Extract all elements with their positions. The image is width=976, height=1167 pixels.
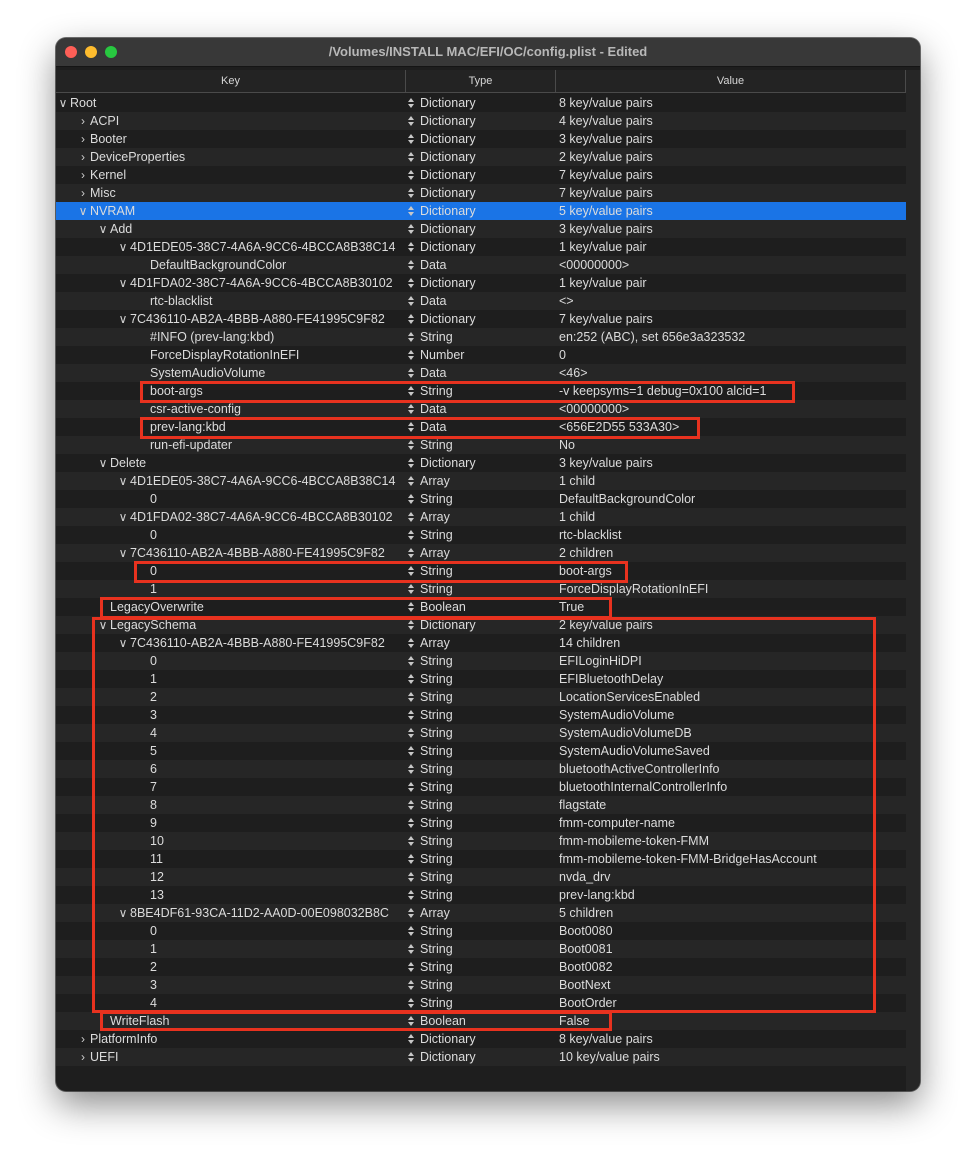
- key-cell[interactable]: [56, 526, 405, 544]
- key-cell[interactable]: [56, 1048, 405, 1066]
- type-label: String: [420, 780, 453, 794]
- outline-row[interactable]: [56, 256, 906, 274]
- key-label: 1: [150, 582, 157, 596]
- chevron-right-icon[interactable]: ›: [81, 1050, 85, 1064]
- type-label: String: [420, 330, 453, 344]
- type-label: String: [420, 744, 453, 758]
- type-label: String: [420, 924, 453, 938]
- outline-row[interactable]: [56, 238, 906, 256]
- key-label: DefaultBackgroundColor: [150, 258, 287, 272]
- value-cell[interactable]: 8 key/value pairs: [559, 96, 653, 110]
- key-cell[interactable]: [56, 94, 405, 112]
- value-cell[interactable]: 14 children: [559, 636, 621, 650]
- key-label: ACPI: [90, 114, 120, 128]
- type-label: Data: [420, 258, 447, 272]
- type-popup-icon[interactable]: [408, 548, 414, 558]
- type-label: Number: [420, 348, 465, 362]
- value-cell[interactable]: LocationServicesEnabled: [559, 690, 701, 704]
- type-label: String: [420, 726, 453, 740]
- key-cell[interactable]: [56, 238, 405, 256]
- outline-row[interactable]: [56, 184, 906, 202]
- value-cell[interactable]: <00000000>: [559, 258, 630, 272]
- type-label: String: [420, 564, 453, 578]
- chevron-down-icon[interactable]: ∨: [78, 204, 88, 218]
- outline-row[interactable]: [56, 292, 906, 310]
- key-label: 0: [150, 528, 157, 542]
- type-popup-icon[interactable]: [408, 116, 414, 126]
- key-cell[interactable]: [56, 166, 405, 184]
- key-label: boot-args: [150, 384, 203, 398]
- value-cell[interactable]: bluetoothInternalControllerInfo: [559, 780, 728, 794]
- outline-row[interactable]: [56, 1030, 906, 1048]
- key-label: 0: [150, 564, 157, 578]
- value-cell[interactable]: 3 key/value pairs: [559, 222, 653, 236]
- type-popup-icon[interactable]: [408, 134, 414, 144]
- chevron-down-icon[interactable]: ∨: [98, 222, 108, 236]
- key-label: 7C436110-AB2A-4BBB-A880-FE41995C9F82: [130, 636, 385, 650]
- type-popup-icon[interactable]: [408, 350, 414, 360]
- type-label: String: [420, 852, 453, 866]
- value-cell[interactable]: 3 key/value pairs: [559, 456, 653, 470]
- type-cell[interactable]: [408, 544, 552, 562]
- value-cell[interactable]: <656E2D55 533A30>: [559, 420, 680, 434]
- type-cell[interactable]: [408, 256, 552, 274]
- value-cell[interactable]: rtc-blacklist: [559, 528, 622, 542]
- value-cell[interactable]: BootNext: [559, 978, 611, 992]
- key-label: 1: [150, 942, 157, 956]
- type-popup-icon[interactable]: [408, 260, 414, 270]
- type-popup-icon[interactable]: [408, 512, 414, 522]
- outline-row[interactable]: [56, 508, 906, 526]
- type-label: String: [420, 834, 453, 848]
- window-title: /Volumes/INSTALL MAC/EFI/OC/config.plist - Edited: [328, 44, 648, 59]
- value-cell[interactable]: ForceDisplayRotationInEFI: [559, 582, 709, 596]
- key-label: 4: [150, 726, 157, 740]
- annotation-box-delete-boot-args: [134, 561, 628, 583]
- key-label: 4: [150, 996, 157, 1010]
- type-label: Dictionary: [420, 168, 476, 182]
- type-label: String: [420, 960, 453, 974]
- type-popup-icon[interactable]: [408, 332, 414, 342]
- type-cell[interactable]: [408, 508, 552, 526]
- chevron-down-icon[interactable]: ∨: [118, 276, 128, 290]
- key-label: 0: [150, 654, 157, 668]
- type-popup-icon[interactable]: [408, 278, 414, 288]
- key-cell[interactable]: [56, 184, 405, 202]
- key-label: 5: [150, 744, 157, 758]
- key-label: #INFO (prev-lang:kbd): [150, 330, 275, 344]
- type-popup-icon[interactable]: [408, 494, 414, 504]
- type-label: Data: [420, 366, 447, 380]
- value-cell[interactable]: 1 child: [559, 510, 596, 524]
- value-cell[interactable]: fmm-mobileme-token-FMM: [559, 834, 710, 848]
- type-popup-icon[interactable]: [408, 404, 414, 414]
- chevron-right-icon[interactable]: ›: [81, 186, 85, 200]
- chevron-right-icon[interactable]: ›: [81, 132, 85, 146]
- value-cell[interactable]: SystemAudioVolume: [559, 708, 675, 722]
- type-cell[interactable]: [408, 112, 552, 130]
- chevron-down-icon[interactable]: ∨: [98, 618, 108, 632]
- value-cell[interactable]: 7 key/value pairs: [559, 168, 653, 182]
- type-label: Data: [420, 420, 447, 434]
- key-label: 3: [150, 708, 157, 722]
- value-cell[interactable]: False: [559, 1014, 590, 1028]
- outline-row[interactable]: [56, 526, 906, 544]
- plist-editor-window: [56, 38, 920, 1091]
- type-label: Boolean: [420, 600, 466, 614]
- type-popup-icon[interactable]: [408, 152, 414, 162]
- key-label: Add: [110, 222, 133, 236]
- chevron-down-icon[interactable]: ∨: [118, 906, 128, 920]
- value-cell[interactable]: Boot0080: [559, 924, 613, 938]
- key-label: 11: [150, 852, 163, 866]
- key-label: NVRAM: [90, 204, 136, 218]
- column-header-key[interactable]: Key: [56, 70, 406, 92]
- type-label: Dictionary: [420, 456, 476, 470]
- outline-row[interactable]: [56, 472, 906, 490]
- value-cell[interactable]: 1 key/value pair: [559, 240, 647, 254]
- key-label: 10: [150, 834, 164, 848]
- value-cell[interactable]: 7 key/value pairs: [559, 312, 653, 326]
- type-label: String: [420, 978, 453, 992]
- chevron-right-icon[interactable]: ›: [81, 168, 85, 182]
- key-cell[interactable]: [56, 1030, 405, 1048]
- key-label: rtc-blacklist: [150, 294, 213, 308]
- type-label: Data: [420, 402, 447, 416]
- type-label: String: [420, 708, 453, 722]
- column-header: [56, 70, 906, 93]
- type-label: Array: [420, 510, 450, 524]
- value-cell[interactable]: EFILoginHiDPI: [559, 654, 642, 668]
- key-label: DeviceProperties: [90, 150, 186, 164]
- key-cell[interactable]: [56, 112, 405, 130]
- outline-row[interactable]: [56, 346, 906, 364]
- type-label: String: [420, 438, 453, 452]
- title-bar: [56, 38, 920, 67]
- key-label: 2: [150, 690, 157, 704]
- type-label: String: [420, 528, 453, 542]
- outline-row[interactable]: [56, 130, 906, 148]
- key-label: LegacyOverwrite: [110, 600, 204, 614]
- type-popup-icon[interactable]: [408, 368, 414, 378]
- type-label: Dictionary: [420, 222, 476, 236]
- type-popup-icon[interactable]: [408, 476, 414, 486]
- key-cell[interactable]: [56, 346, 405, 364]
- key-cell[interactable]: [56, 220, 405, 238]
- outline-row[interactable]: [56, 310, 906, 328]
- outline-row[interactable]: [56, 202, 906, 220]
- key-label: UEFI: [90, 1050, 119, 1064]
- type-cell[interactable]: [408, 166, 552, 184]
- value-cell[interactable]: 3 key/value pairs: [559, 132, 653, 146]
- type-popup-icon[interactable]: [408, 188, 414, 198]
- type-cell[interactable]: [408, 130, 552, 148]
- value-cell[interactable]: BootOrder: [559, 996, 617, 1010]
- type-label: String: [420, 384, 453, 398]
- key-label: Delete: [110, 456, 147, 470]
- key-label: 4D1EDE05-38C7-4A6A-9CC6-4BCCA8B38C14: [130, 240, 396, 254]
- key-cell[interactable]: [56, 148, 405, 166]
- type-label: Dictionary: [420, 114, 476, 128]
- column-header-value[interactable]: Value: [556, 70, 906, 92]
- key-cell[interactable]: [56, 490, 405, 508]
- type-cell[interactable]: [408, 202, 552, 220]
- key-label: 7C436110-AB2A-4BBB-A880-FE41995C9F82: [130, 546, 385, 560]
- key-cell[interactable]: [56, 328, 405, 346]
- type-popup-icon[interactable]: [408, 584, 414, 594]
- type-label: String: [420, 870, 453, 884]
- type-label: Array: [420, 474, 450, 488]
- value-cell[interactable]: 2 key/value pairs: [559, 150, 653, 164]
- value-cell[interactable]: 4 key/value pairs: [559, 114, 653, 128]
- key-cell[interactable]: [56, 472, 405, 490]
- type-cell[interactable]: [408, 364, 552, 382]
- key-label: 0: [150, 492, 157, 506]
- key-label: Misc: [90, 186, 116, 200]
- type-label: Dictionary: [420, 204, 476, 218]
- annotation-box-write-flash: [100, 1011, 612, 1031]
- value-cell[interactable]: flagstate: [559, 798, 607, 812]
- value-cell[interactable]: Boot0081: [559, 942, 613, 956]
- type-label: String: [420, 672, 453, 686]
- type-label: Dictionary: [420, 618, 476, 632]
- type-label: String: [420, 816, 453, 830]
- value-cell[interactable]: 5 key/value pairs: [559, 204, 653, 218]
- key-label: 12: [150, 870, 164, 884]
- outline-row[interactable]: [56, 220, 906, 238]
- type-popup-icon[interactable]: [408, 296, 414, 306]
- key-cell[interactable]: [56, 202, 405, 220]
- chevron-down-icon[interactable]: ∨: [118, 510, 128, 524]
- key-label: 13: [150, 888, 164, 902]
- type-popup-icon[interactable]: [408, 458, 414, 468]
- key-label: Kernel: [90, 168, 127, 182]
- value-cell[interactable]: DefaultBackgroundColor: [559, 492, 696, 506]
- value-cell[interactable]: fmm-mobileme-token-FMM-BridgeHasAccount: [559, 852, 817, 866]
- type-cell[interactable]: [408, 1048, 552, 1066]
- key-cell[interactable]: [56, 364, 405, 382]
- outline-row[interactable]: [56, 94, 906, 112]
- outline-row[interactable]: [56, 454, 906, 472]
- type-label: Dictionary: [420, 150, 476, 164]
- key-label: 9: [150, 816, 157, 830]
- key-label: PlatformInfo: [90, 1032, 158, 1046]
- outline-row[interactable]: [56, 490, 906, 508]
- type-label: String: [420, 654, 453, 668]
- type-popup-icon[interactable]: [408, 170, 414, 180]
- key-label: 7C436110-AB2A-4BBB-A880-FE41995C9F82: [130, 312, 385, 326]
- type-label: Data: [420, 294, 447, 308]
- key-label: LegacySchema: [110, 618, 197, 632]
- type-label: String: [420, 690, 453, 704]
- type-cell[interactable]: [408, 292, 552, 310]
- value-cell[interactable]: -v keepsyms=1 debug=0x100 alcid=1: [559, 384, 767, 398]
- annotation-box-legacy-overwrite: [100, 597, 612, 619]
- key-label: 8BE4DF61-93CA-11D2-AA0D-00E098032B8C: [130, 906, 389, 920]
- type-cell[interactable]: [408, 1030, 552, 1048]
- type-label: Dictionary: [420, 312, 476, 326]
- value-cell[interactable]: 5 children: [559, 906, 614, 920]
- key-label: 1: [150, 672, 157, 686]
- value-cell[interactable]: boot-args: [559, 564, 612, 578]
- value-cell[interactable]: EFIBluetoothDelay: [559, 672, 664, 686]
- key-cell[interactable]: [56, 508, 405, 526]
- value-cell[interactable]: <00000000>: [559, 402, 630, 416]
- key-label: 4D1FDA02-38C7-4A6A-9CC6-4BCCA8B30102: [130, 510, 393, 524]
- type-label: Dictionary: [420, 96, 476, 110]
- type-cell[interactable]: [408, 490, 552, 508]
- type-popup-icon[interactable]: [408, 206, 414, 216]
- key-label: 3: [150, 978, 157, 992]
- value-cell[interactable]: bluetoothActiveControllerInfo: [559, 762, 720, 776]
- chevron-right-icon[interactable]: ›: [81, 114, 85, 128]
- vertical-scrollbar[interactable]: [906, 70, 920, 1091]
- annotation-box-prev-lang-kbd: [140, 417, 700, 439]
- value-cell[interactable]: 1 key/value pair: [559, 276, 647, 290]
- column-header-type[interactable]: Type: [406, 70, 556, 92]
- chevron-down-icon[interactable]: ∨: [58, 96, 68, 110]
- type-cell[interactable]: [408, 346, 552, 364]
- key-label: run-efi-updater: [150, 438, 232, 452]
- key-label: 0: [150, 924, 157, 938]
- value-cell[interactable]: SystemAudioVolumeSaved: [559, 744, 710, 758]
- type-popup-icon[interactable]: [408, 98, 414, 108]
- outline-row[interactable]: [56, 166, 906, 184]
- type-label: Dictionary: [420, 276, 476, 290]
- annotation-box-boot-args: [140, 381, 795, 403]
- outline-row[interactable]: [56, 112, 906, 130]
- key-cell[interactable]: [56, 310, 405, 328]
- key-cell[interactable]: [56, 454, 405, 472]
- type-popup-icon[interactable]: [408, 440, 414, 450]
- key-label: 4D1EDE05-38C7-4A6A-9CC6-4BCCA8B38C14: [130, 474, 396, 488]
- type-label: Array: [420, 906, 450, 920]
- type-label: String: [420, 996, 453, 1010]
- type-popup-icon[interactable]: [408, 530, 414, 540]
- value-cell[interactable]: 2 children: [559, 546, 614, 560]
- key-label: csr-active-config: [150, 402, 241, 416]
- type-label: Dictionary: [420, 240, 476, 254]
- type-cell[interactable]: [408, 274, 552, 292]
- value-cell[interactable]: <>: [559, 294, 574, 308]
- type-label: Array: [420, 636, 450, 650]
- key-label: 2: [150, 960, 157, 974]
- chevron-right-icon[interactable]: ›: [81, 1032, 85, 1046]
- type-label: Dictionary: [420, 1032, 476, 1046]
- type-cell[interactable]: [408, 328, 552, 346]
- value-cell[interactable]: 1 child: [559, 474, 596, 488]
- chevron-down-icon[interactable]: ∨: [118, 240, 128, 254]
- key-label: 4D1FDA02-38C7-4A6A-9CC6-4BCCA8B30102: [130, 276, 393, 290]
- key-label: Root: [70, 96, 97, 110]
- outline-row[interactable]: [56, 544, 906, 562]
- type-label: Dictionary: [420, 1050, 476, 1064]
- type-cell[interactable]: [408, 220, 552, 238]
- type-label: String: [420, 582, 453, 596]
- type-label: String: [420, 762, 453, 776]
- type-popup-icon[interactable]: [408, 1052, 414, 1062]
- key-cell[interactable]: [56, 292, 405, 310]
- key-label: prev-lang:kbd: [150, 420, 226, 434]
- value-cell[interactable]: SystemAudioVolumeDB: [559, 726, 692, 740]
- type-cell[interactable]: [408, 94, 552, 112]
- chevron-down-icon[interactable]: ∨: [118, 636, 128, 650]
- type-cell[interactable]: [408, 454, 552, 472]
- type-cell[interactable]: [408, 526, 552, 544]
- outline-row[interactable]: [56, 364, 906, 382]
- type-label: Array: [420, 546, 450, 560]
- type-label: String: [420, 492, 453, 506]
- value-cell[interactable]: 8 key/value pairs: [559, 1032, 653, 1046]
- chevron-down-icon[interactable]: ∨: [118, 312, 128, 326]
- type-label: String: [420, 798, 453, 812]
- chevron-down-icon[interactable]: ∨: [118, 546, 128, 560]
- value-cell[interactable]: No: [559, 438, 575, 452]
- key-label: SystemAudioVolume: [150, 366, 266, 380]
- value-cell[interactable]: fmm-computer-name: [559, 816, 675, 830]
- chevron-down-icon[interactable]: ∨: [98, 456, 108, 470]
- chevron-down-icon[interactable]: ∨: [118, 474, 128, 488]
- value-cell[interactable]: prev-lang:kbd: [559, 888, 635, 902]
- value-cell[interactable]: True: [559, 600, 585, 614]
- key-label: Booter: [90, 132, 127, 146]
- type-popup-icon[interactable]: [408, 242, 414, 252]
- chevron-right-icon[interactable]: ›: [81, 150, 85, 164]
- key-label: WriteFlash: [110, 1014, 170, 1028]
- key-label: ForceDisplayRotationInEFI: [150, 348, 300, 362]
- value-cell[interactable]: <46>: [559, 366, 588, 380]
- type-popup-icon[interactable]: [408, 224, 414, 234]
- type-label: String: [420, 888, 453, 902]
- type-popup-icon[interactable]: [408, 314, 414, 324]
- type-label: Dictionary: [420, 186, 476, 200]
- outline-row[interactable]: [56, 1048, 906, 1066]
- type-cell[interactable]: [408, 238, 552, 256]
- key-label: 7: [150, 780, 157, 794]
- type-popup-icon[interactable]: [408, 1034, 414, 1044]
- type-label: Dictionary: [420, 132, 476, 146]
- type-cell[interactable]: [408, 310, 552, 328]
- type-cell[interactable]: [408, 184, 552, 202]
- value-cell[interactable]: nvda_drv: [559, 870, 611, 884]
- key-cell[interactable]: [56, 130, 405, 148]
- type-cell[interactable]: [408, 148, 552, 166]
- outline-row[interactable]: [56, 274, 906, 292]
- value-cell[interactable]: 10 key/value pairs: [559, 1050, 660, 1064]
- key-cell[interactable]: [56, 274, 405, 292]
- outline-row[interactable]: [56, 328, 906, 346]
- type-label: String: [420, 942, 453, 956]
- value-cell[interactable]: Boot0082: [559, 960, 613, 974]
- key-label: 8: [150, 798, 157, 812]
- key-cell[interactable]: [56, 256, 405, 274]
- key-cell[interactable]: [56, 544, 405, 562]
- value-cell[interactable]: en:252 (ABC), set 656e3a323532: [559, 330, 746, 344]
- type-cell[interactable]: [408, 472, 552, 490]
- value-cell[interactable]: 7 key/value pairs: [559, 186, 653, 200]
- annotation-box-legacy-schema: [92, 617, 876, 1013]
- type-label: Boolean: [420, 1014, 466, 1028]
- key-label: 6: [150, 762, 157, 776]
- value-cell[interactable]: 0: [559, 348, 566, 362]
- outline-row[interactable]: [56, 148, 906, 166]
- value-cell[interactable]: 2 key/value pairs: [559, 618, 653, 632]
